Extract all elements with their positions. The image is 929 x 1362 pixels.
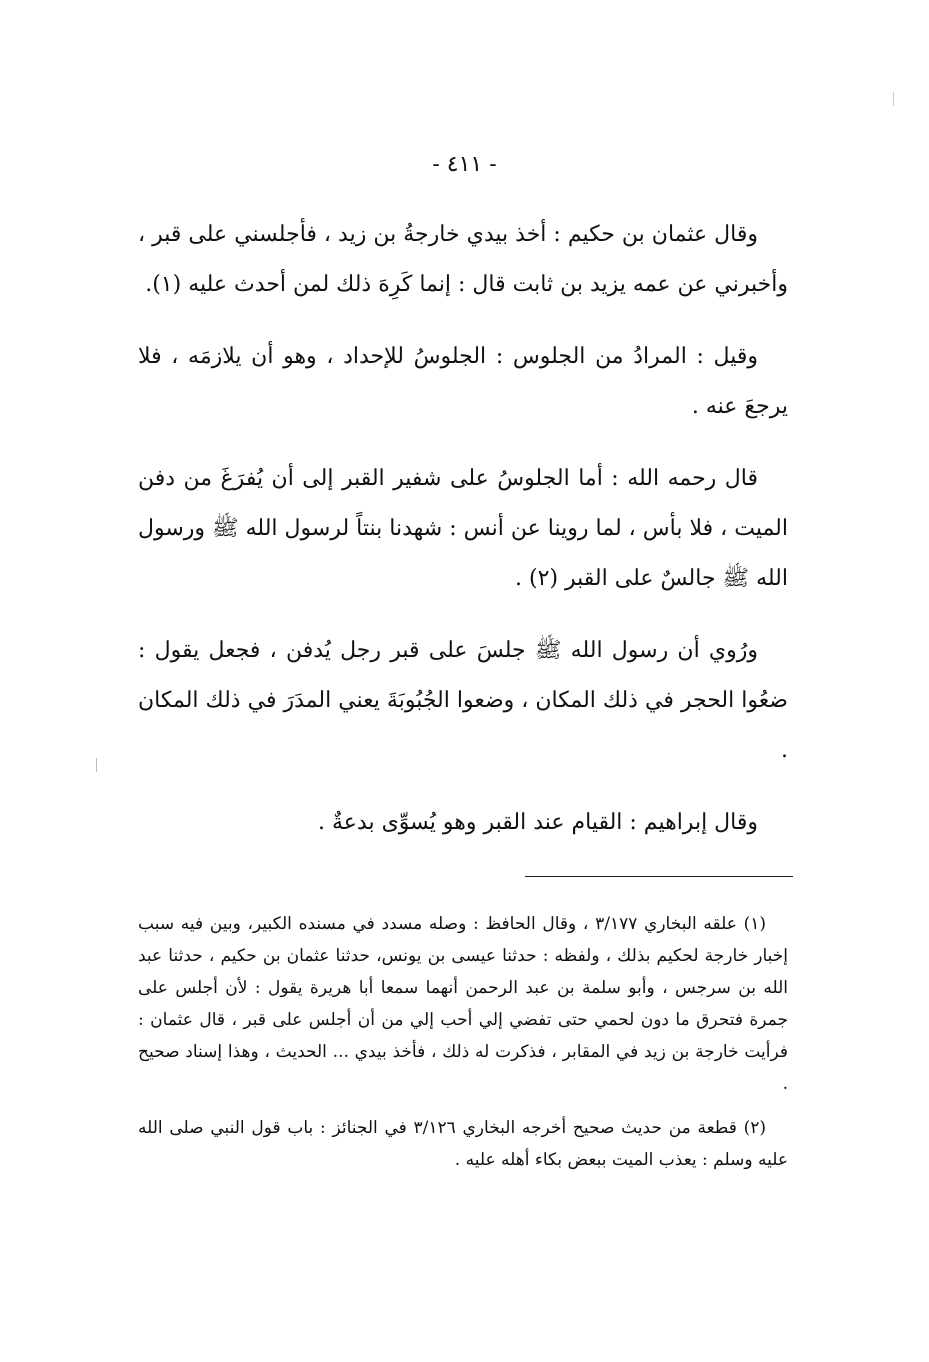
footnote-2: (٢) قطعة من حديث صحيح أخرجه البخاري ٣/١٢٦ في الجنائز : باب قول النبي صلى الله عليه وسلم : يعذب الميت ببعض بكاء أهله عليه . [138, 1118, 788, 1170]
scan-mark [893, 92, 894, 106]
margin-mark [96, 758, 97, 772]
paragraph-5: وقال إبراهيم : القيام عند القبر وهو يُسوِّى بدعةٌ . [318, 810, 758, 835]
paragraph-3: قال رحمه الله : أما الجلوسُ على شفير القبر إلى أن يُفرَغَ من دفن الميت ، فلا بأس ، لما روينا عن أنس : شهدنا بنتاً لرسول الله ﷺ ورسول الله ﷺ جالسٌ على القبر (٢) . [138, 466, 788, 591]
main-text [138, 210, 788, 870]
footnotes [138, 908, 788, 1188]
paragraph-2: وقيل : المرادُ من الجلوس : الجلوسُ للإحداد ، وهو أن يلازمَه ، فلا يرجعَ عنه . [138, 344, 788, 419]
paragraph-1: وقال عثمان بن حكيم : أخذ بيدي خارجةُ بن زيد ، فأجلسني على قبر ، وأخبرني عن عمه يزيد بن ثابت قال : إنما كَرِهَ ذلك لمن أحدث عليه (١). [138, 222, 788, 297]
page-number: - ٤١١ - [432, 152, 497, 177]
footnote-1: (١) علقه البخاري ٣/١٧٧ ، وقال الحافظ : وصله مسدد في مسنده الكبير، وبين فيه سبب إخبار خارجة لحكيم بذلك ، ولفظه : حدثنا عيسى بن يونس، حدثنا عثمان بن حكيم ، حدثنا عبد الله بن سرجس ، وأبو سلمة بن عبد الرحمن أنهما سمعا أبا هريرة يقول : لأن أجلس على جمرة فتحرق ما دون لحمي حتى تفضي إلي أحب إلي من أن أجلس على قبر ، قال عثمان : فرأيت خارجة بن زيد في المقابر ، فذكرت له ذلك ، فأخذ بيدي ... الحديث ، وهذا إسناد صحيح . [138, 914, 788, 1094]
paragraph-4: ورُوي أن رسول الله ﷺ جلسَ على قبر رجل يُدفن ، فجعل يقول : ضعُوا الحجر في ذلك المكان ، وضعوا الجُبُوبَةَ يعني المدَرَ في ذلك المكان . [138, 638, 788, 763]
footnote-separator [525, 876, 793, 877]
